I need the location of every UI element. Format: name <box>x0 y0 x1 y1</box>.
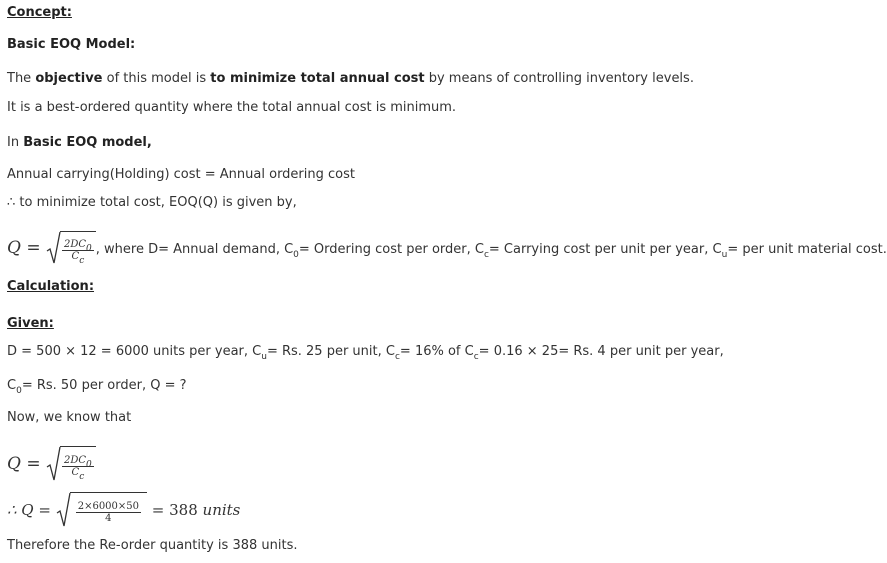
sqrt-symbol-3 <box>56 492 147 531</box>
sqrt-symbol <box>46 231 96 268</box>
calculation-heading: Calculation: <box>7 279 95 294</box>
formula-numerator: $2DC_0$ <box>64 239 92 254</box>
formula-lhs: Q = <box>7 238 46 258</box>
therefore-eoq-paragraph: ∴ to minimize total cost, EOQ(Q) is given by, <box>7 195 297 210</box>
concept-heading: Concept: <box>7 5 72 20</box>
objective-text-1: The <box>7 71 36 86</box>
formula2-denominator: $C_c$ <box>71 467 85 482</box>
objective-paragraph <box>7 71 694 87</box>
result-rhs: = 388 <box>147 501 203 519</box>
formula2-numerator: $2DC_0$ <box>64 455 92 470</box>
formula-denominator: $C_c$ <box>71 251 85 266</box>
where-text-4: = per unit material cost. <box>727 242 887 257</box>
result-numerator: 2×6000×50 <box>77 501 140 512</box>
objective-text-2: of this model is <box>102 71 211 86</box>
now-we-know-paragraph: Now, we know that <box>7 410 132 425</box>
sqrt-symbol-2 <box>46 446 96 485</box>
in-basic-text: In <box>7 135 24 150</box>
objective-bold-2: to minimize total annual cost <box>210 71 425 86</box>
result-formula <box>7 492 240 531</box>
eoq-formula-2 <box>7 446 96 485</box>
given-line-1: D = 500 × 12 = 6000 units per year, $C_u= Rs$. 25 per unit, $C_c= 16\%$ of $C_c= 0.16 \times 25= Rs$. 4 per unit per year, <box>7 344 724 362</box>
in-basic-paragraph <box>7 135 152 151</box>
result-unit: units <box>202 501 241 519</box>
carrying-ordering-paragraph: Annual carrying(Holding) cost = Annual ordering cost <box>7 167 355 182</box>
in-basic-bold: Basic EOQ model, <box>23 135 152 150</box>
result-lhs: ∴ Q = <box>7 501 56 519</box>
given-heading: Given: <box>7 316 54 331</box>
conclusion-paragraph: Therefore the Re-order quantity is 388 units. <box>7 538 298 553</box>
where-text-2: = Ordering cost per order, C <box>298 242 484 257</box>
formula2-lhs: Q = <box>7 454 46 474</box>
where-text-1: , where D= Annual demand, C <box>95 242 294 257</box>
objective-text-3: by means of controlling inventory levels. <box>424 71 694 86</box>
model-heading: Basic EOQ Model: <box>7 37 136 52</box>
where-text-3: = Carrying cost per unit per year, C <box>488 242 722 257</box>
given-line-2: $C_0= Rs$. 50 per order, Q = ? <box>7 378 187 396</box>
eoq-formula-line: Q = $\frac{2DC_0}{C_c}$ , where D= Annual demand, $C_0=$ Ordering cost per order, $C_c=$ Carrying cost per unit per year, $C_u=$ per unit material cost. <box>7 231 887 268</box>
objective-bold-1: objective <box>35 71 103 86</box>
result-denominator: 4 <box>105 513 112 524</box>
best-ordered-paragraph: It is a best-ordered quantity where the total annual cost is minimum. <box>7 100 457 115</box>
